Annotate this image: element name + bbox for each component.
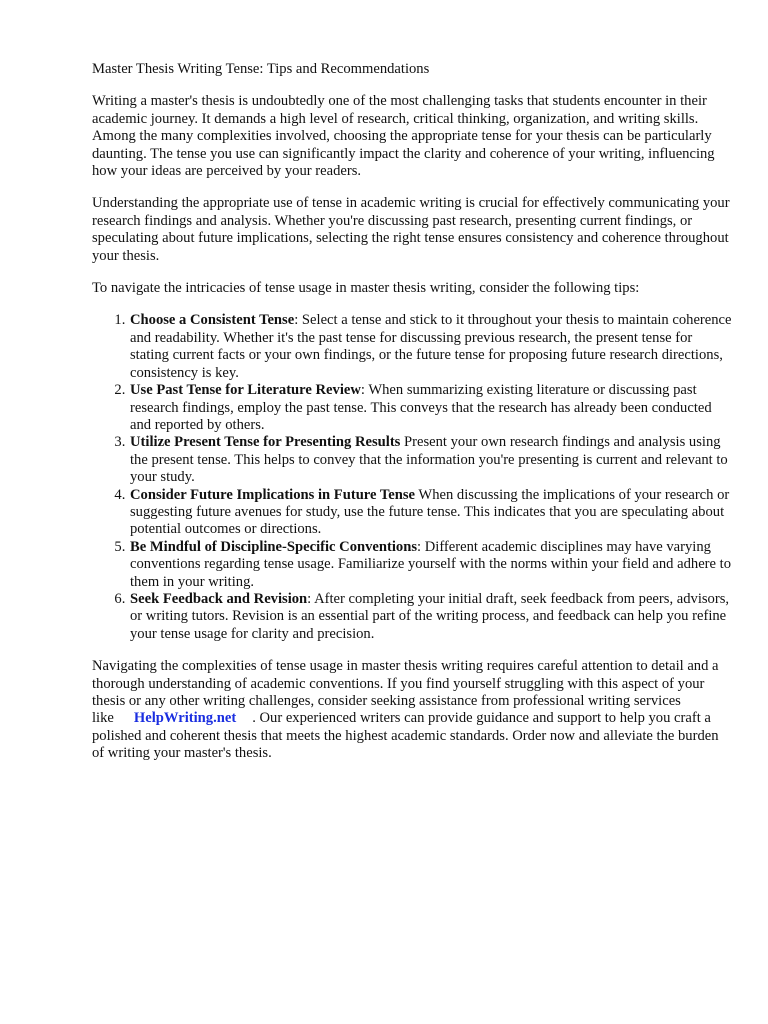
closing-paragraph <box>92 658 732 762</box>
tip-body: : After completing your initial draft, seek feedback from peers, advisors, or writing tutors. Revision is an essential part of the writing process, and feedback can help you refine your tense usage for clarity and precision. <box>130 590 730 642</box>
tips-lead-paragraph: To navigate the intricacies of tense usage in master thesis writing, consider the following tips: <box>92 280 640 297</box>
tip-body: : Select a tense and stick to it throughout your thesis to maintain coherence and readability. Whether it's the past tense for discussing previous research, the present tense for stating current facts or your own findings, or the future tense for proposing future research directions, consistency is key. <box>130 312 732 381</box>
tip-heading: Utilize Present Tense for Presenting Results <box>130 434 401 451</box>
tip-body: : When summarizing existing literature or discussing past research findings, employ the past tense. This conveys that the research has already been conducted and reported by others. <box>130 382 712 433</box>
tip-item <box>129 434 732 486</box>
tip-body: When discussing the implications of your research or suggesting future avenues for study, use the future tense. This indicates that you are speculating about potential outcomes or directions. <box>130 486 730 538</box>
tip-heading: Consider Future Implications in Future Tense <box>130 486 416 503</box>
intro-paragraph: Writing a master's thesis is undoubtedly one of the most challenging tasks that students encounter in their academic journey. It demands a high level of research, critical thinking, organization, and writing skills. Among the many complexities involved, choosing the appropriate tense for your thesis can be particularly daunting. The tense you use can significantly impact the clarity and coherence of your writing, influencing how your ideas are perceived by your readers. <box>92 93 715 180</box>
document-page <box>92 61 732 778</box>
tip-item <box>129 487 732 539</box>
helpwriting-link[interactable]: HelpWriting.net <box>133 710 237 727</box>
closing-text-before-link: Navigating the complexities of tense usage in master thesis writing requires careful attention to detail and a thorough understanding of academic conventions. If you find yourself struggling with this aspect of your thesis or any other writing challenges, consider seeking assistance from professional writing services like <box>92 658 719 727</box>
tip-heading: Choose a Consistent Tense <box>130 312 295 329</box>
tip-body: Present your own research findings and analysis using the present tense. This helps to convey that the information you're presenting is current and relevant to your study. <box>130 434 728 486</box>
tip-heading: Use Past Tense for Literature Review <box>130 382 361 399</box>
tip-body: : Different academic disciplines may have varying conventions regarding tense usage. Familiarize yourself with the norms within your field and adhere to them in your writing. <box>130 538 732 590</box>
document-title: Master Thesis Writing Tense: Tips and Recommendations <box>92 61 430 77</box>
tips-list <box>92 312 732 643</box>
closing-text-after-link: . Our experienced writers can provide guidance and support to help you craft a polished and coherent thesis that meets the highest academic standards. Order now and alleviate the burden of writing your master's thesis. <box>92 710 719 762</box>
tip-item <box>129 312 732 382</box>
tip-item <box>129 382 732 434</box>
context-paragraph: Understanding the appropriate use of tense in academic writing is crucial for effectively communicating your research findings and analysis. Whether you're discussing past research, presenting current findings, or speculating about future implications, selecting the right tense ensures consistency and coherence throughout your thesis. <box>92 195 730 264</box>
tip-heading: Seek Feedback and Revision <box>130 590 308 607</box>
tip-heading: Be Mindful of Discipline-Specific Conventions <box>130 538 418 555</box>
tip-item <box>129 591 732 643</box>
tip-item <box>129 539 732 591</box>
